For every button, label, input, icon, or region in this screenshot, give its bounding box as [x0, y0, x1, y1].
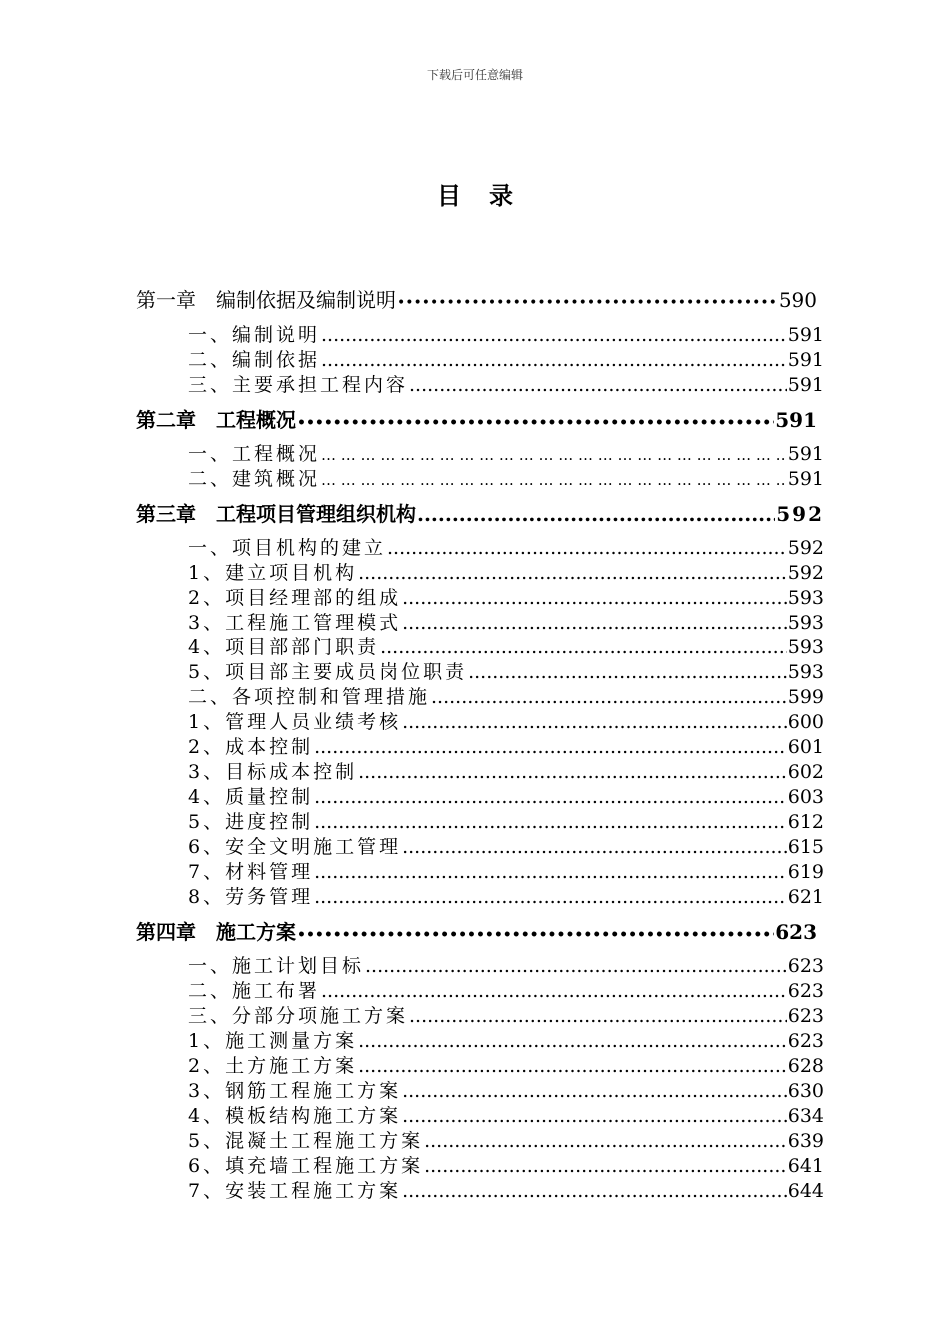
toc-chapter-entry[interactable]: [136, 916, 817, 942]
toc-entry-page-number: 644: [787, 1180, 824, 1202]
toc-entry-page-number: 591: [787, 468, 824, 490]
toc-leader-dots: [402, 587, 787, 609]
toc-leader-dots: [358, 1055, 787, 1077]
toc-entry-page-number: 602: [787, 761, 824, 783]
toc-leader-dots: [409, 1005, 787, 1027]
toc-entry-label: 三、主要承担工程内容: [188, 374, 409, 396]
toc-entry-label: 二、建筑概况: [188, 468, 321, 490]
toc-leader-dots: [314, 786, 787, 808]
toc-section-entry[interactable]: [188, 882, 824, 908]
toc-entry-page-number: 593: [787, 612, 824, 634]
toc-section-entry[interactable]: [188, 345, 824, 371]
toc-section-entry[interactable]: [188, 439, 824, 465]
toc-entry-label: 一、施工计划目标: [188, 955, 365, 977]
toc-leader-dots: [314, 886, 787, 908]
toc-entry-label: 5、进度控制: [188, 811, 314, 833]
toc-section-entry[interactable]: [188, 583, 824, 609]
toc-section-entry[interactable]: [188, 608, 824, 634]
toc-entry-label: 二、编制依据: [188, 349, 321, 371]
toc-entry-page-number: 623: [787, 955, 824, 977]
toc-entry-page-number: 634: [787, 1105, 824, 1127]
toc-entry-page-number: 591: [787, 349, 824, 371]
toc-section-entry[interactable]: [188, 1051, 824, 1077]
toc-leader-dots: [431, 686, 787, 708]
toc-section-entry[interactable]: [188, 732, 824, 758]
toc-section-entry[interactable]: [188, 464, 824, 490]
toc-entry-page-number: 623: [787, 1005, 824, 1027]
toc-section-entry[interactable]: [188, 1176, 824, 1202]
toc-entry-label: 4、项目部部门职责: [188, 636, 380, 658]
toc-entry-label: 二、各项控制和管理措施: [188, 686, 431, 708]
toc-leader-dots: [409, 374, 787, 396]
toc-entry-label: 6、填充墙工程施工方案: [188, 1155, 424, 1177]
toc-entry-label: 二、施工布署: [188, 980, 321, 1002]
toc-entry-page-number: 603: [787, 786, 824, 808]
toc-section-entry[interactable]: [188, 1026, 824, 1052]
toc-entry-label: 8、劳务管理: [188, 886, 314, 908]
toc-section-entry[interactable]: [188, 370, 824, 396]
toc-section-entry[interactable]: [188, 976, 824, 1002]
toc-section-entry[interactable]: [188, 320, 824, 346]
toc-entry-label: 6、安全文明施工管理: [188, 836, 402, 858]
toc-entry-label: 3、钢筋工程施工方案: [188, 1080, 402, 1102]
toc-leader-dots: [424, 1155, 787, 1177]
toc-leader-dots: [321, 324, 787, 346]
toc-entry-page-number: 590: [778, 288, 817, 310]
toc-entry-label: 三、分部分项施工方案: [188, 1005, 409, 1027]
toc-leader-dots: [297, 408, 774, 430]
toc-entry-page-number: 601: [787, 736, 824, 758]
toc-entry-page-number: 615: [787, 836, 824, 858]
toc-leader-dots: [424, 1130, 787, 1152]
toc-entry-label: 4、模板结构施工方案: [188, 1105, 402, 1127]
toc-entry-page-number: 621: [787, 886, 824, 908]
toc-entry-page-number: 623: [775, 920, 817, 942]
toc-leader-dots: [321, 468, 787, 490]
toc-section-entry[interactable]: [188, 757, 824, 783]
toc-entry-page-number: 592: [787, 537, 824, 559]
toc-entry-page-number: 593: [787, 661, 824, 683]
toc-leader-dots: [402, 836, 787, 858]
toc-section-entry[interactable]: [188, 632, 824, 658]
toc-section-entry[interactable]: [188, 558, 824, 584]
toc-section-entry[interactable]: [188, 857, 824, 883]
toc-section-entry[interactable]: [188, 807, 824, 833]
toc-leader-dots: [468, 661, 787, 683]
toc-leader-dots: [402, 1080, 787, 1102]
toc-chapter-entry[interactable]: [136, 498, 824, 524]
toc-section-entry[interactable]: [188, 1001, 824, 1027]
toc-entry-label: 第四章 施工方案: [136, 920, 296, 942]
toc-entry-page-number: 630: [787, 1080, 824, 1102]
toc-leader-dots: [321, 349, 787, 371]
toc-leader-dots: [314, 861, 787, 883]
toc-leader-dots: [297, 920, 774, 942]
toc-entry-label: 4、质量控制: [188, 786, 314, 808]
page-header: 下载后可任意编辑: [426, 68, 523, 82]
toc-entry-label: 2、成本控制: [188, 736, 314, 758]
toc-chapter-entry[interactable]: [136, 284, 817, 310]
toc-leader-dots: [402, 612, 787, 634]
toc-entry-page-number: 623: [787, 980, 824, 1002]
toc-entry-label: 第一章 编制依据及编制说明: [136, 288, 396, 310]
toc-leader-dots: [314, 736, 787, 758]
toc-section-entry[interactable]: [188, 832, 824, 858]
toc-entry-page-number: 591: [775, 408, 817, 430]
toc-entry-page-number: 639: [787, 1130, 824, 1152]
toc-leader-dots: [321, 443, 787, 465]
toc-leader-dots: [387, 537, 787, 559]
toc-entry-page-number: 612: [787, 811, 824, 833]
toc-entry-page-number: 592: [787, 562, 824, 584]
toc-leader-dots: [417, 502, 775, 524]
toc-leader-dots: [365, 955, 787, 977]
toc-entry-label: 1、建立项目机构: [188, 562, 358, 584]
toc-entry-page-number: 628: [787, 1055, 824, 1077]
toc-leader-dots: [321, 980, 787, 1002]
toc-entry-page-number: 591: [787, 374, 824, 396]
toc-leader-dots: [402, 711, 787, 733]
toc-entry-label: 3、工程施工管理模式: [188, 612, 402, 634]
toc-entry-label: 1、施工测量方案: [188, 1030, 358, 1052]
toc-entry-label: 5、混凝土工程施工方案: [188, 1130, 424, 1152]
toc-entry-label: 3、目标成本控制: [188, 761, 358, 783]
toc-entry-label: 5、项目部主要成员岗位职责: [188, 661, 468, 683]
toc-section-entry[interactable]: [188, 782, 824, 808]
toc-leader-dots: [358, 761, 787, 783]
toc-entry-label: 7、材料管理: [188, 861, 314, 883]
toc-leader-dots: [358, 1030, 787, 1052]
toc-entry-page-number: 591: [787, 443, 824, 465]
toc-entry-label: 第二章 工程概况: [136, 408, 296, 430]
toc-entry-page-number: 593: [787, 587, 824, 609]
toc-entry-page-number: 619: [787, 861, 824, 883]
toc-section-entry[interactable]: [188, 1151, 824, 1177]
toc-entry-page-number: 641: [787, 1155, 824, 1177]
toc-chapter-entry[interactable]: [136, 404, 817, 430]
toc-section-entry[interactable]: [188, 533, 824, 559]
toc-entry-page-number: 599: [787, 686, 824, 708]
toc-section-entry[interactable]: [188, 707, 824, 733]
toc-section-entry[interactable]: [188, 682, 824, 708]
toc-entry-label: 第三章 工程项目管理组织机构: [136, 502, 416, 524]
toc-entry-label: 7、安装工程施工方案: [188, 1180, 402, 1202]
toc-entry-label: 2、土方施工方案: [188, 1055, 358, 1077]
toc-entry-page-number: 593: [787, 636, 824, 658]
toc-section-entry[interactable]: [188, 657, 824, 683]
toc-section-entry[interactable]: [188, 1101, 824, 1127]
toc-leader-dots: [402, 1180, 787, 1202]
toc-leader-dots: [314, 811, 787, 833]
toc-entry-page-number: 623: [787, 1030, 824, 1052]
toc-entry-page-number: 591: [787, 324, 824, 346]
toc-entry-page-number: 592: [776, 502, 824, 524]
toc-entry-label: 一、编制说明: [188, 324, 321, 346]
toc-entry-label: 一、项目机构的建立: [188, 537, 387, 559]
toc-section-entry[interactable]: [188, 1076, 824, 1102]
toc-entry-label: 一、工程概况: [188, 443, 321, 465]
toc-leader-dots: [380, 636, 787, 658]
toc-entry-label: 1、管理人员业绩考核: [188, 711, 402, 733]
toc-section-entry[interactable]: [188, 951, 824, 977]
toc-section-entry[interactable]: [188, 1126, 824, 1152]
toc-leader-dots: [358, 562, 787, 584]
page-title: 目录: [437, 181, 541, 210]
toc-entry-page-number: 600: [787, 711, 824, 733]
toc-leader-dots: [402, 1105, 787, 1127]
toc-entry-label: 2、项目经理部的组成: [188, 587, 402, 609]
toc-leader-dots: [397, 288, 778, 310]
